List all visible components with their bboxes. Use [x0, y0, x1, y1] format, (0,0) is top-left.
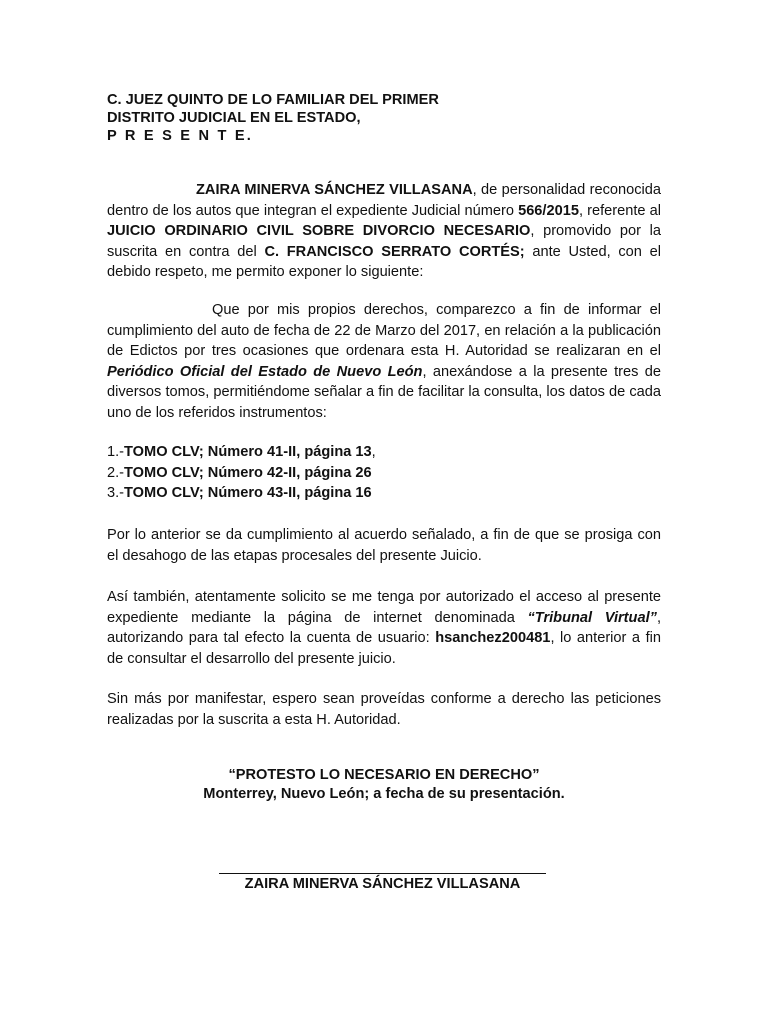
- intro-text-2: , referente al: [578, 202, 661, 219]
- list-item: [107, 442, 376, 463]
- tribunal-virtual-name: “Tribunal Virtual”: [527, 609, 657, 626]
- case-number: 566/2015: [518, 202, 579, 219]
- intro-text-1: , de personalidad reconocida dentro de los autos que integran el expediente Judicial número: [107, 182, 661, 219]
- compliance-text-2: , anexándose a la presente tres de diversos tomos, permitiéndome señalar a fin de facilitar la consulta, los datos de cada uno de los referidos instrumentos:: [107, 363, 661, 421]
- list-item-prefix: 1.-: [107, 444, 125, 460]
- access-request-paragraph: [107, 587, 661, 669]
- defendant-name: C. FRANCISCO SERRATO CORTÉS;: [264, 243, 525, 260]
- list-item-suffix: ,: [371, 444, 376, 460]
- access-text-2: , autorizando para tal efecto la cuenta de usuario:: [107, 609, 661, 646]
- publication-name: Periódico Oficial del Estado de Nuevo León: [107, 363, 423, 380]
- signature-line: [219, 873, 546, 874]
- addressee-line-1: C. JUEZ QUINTO DE LO FAMILIAR DEL PRIMER: [107, 92, 439, 108]
- list-item: [107, 463, 376, 484]
- access-text-1: Así también, atentamente solicito se me tenga por autorizado el acceso al presente expediente mediante la página de internet denominada: [107, 589, 661, 626]
- place-date-line: Monterrey, Nuevo León; a fecha de su presentación.: [203, 786, 565, 802]
- final-paragraph: Sin más por manifestar, espero sean proveídas conforme a derecho las peticiones realizadas por la suscrita a esta H. Autoridad.: [107, 691, 661, 728]
- list-item-label: TOMO CLV; Número 42-II, página 26: [124, 464, 372, 481]
- username: hsanchez200481: [435, 630, 551, 646]
- list-item-label: TOMO CLV; Número 41-II, página 13: [124, 444, 372, 460]
- compliance-text-1: Que por mis propios derechos, comparezco a fin de informar el cumplimiento del auto de fecha de 22 de Marzo del 2017, en relación a la publicación de Edictos por tres ocasiones que ordenara esta H. Autoridad se realizaran en el: [107, 302, 661, 359]
- addressee-line-3: P R E S E N T E.: [107, 128, 254, 144]
- closing-block: [107, 766, 661, 804]
- case-type: JUICIO ORDINARIO CIVIL SOBRE DIVORCIO NECESARIO: [107, 223, 531, 239]
- access-text-3: , lo anterior a fin de consultar el desarrollo del presente juicio.: [107, 630, 661, 667]
- protest-line: “PROTESTO LO NECESARIO EN DERECHO”: [228, 767, 540, 783]
- intro-paragraph: [107, 180, 661, 283]
- list-item-label: TOMO CLV; Número 43-II, página 16: [124, 485, 372, 501]
- volume-list: [107, 442, 376, 504]
- addressee-block: [107, 91, 667, 145]
- addressee-line-2: DISTRITO JUDICIAL EN EL ESTADO,: [107, 110, 361, 126]
- signatory-name: ZAIRA MINERVA SÁNCHEZ VILLASANA: [244, 876, 521, 892]
- petitioner-name: ZAIRA MINERVA SÁNCHEZ VILLASANA: [196, 182, 473, 198]
- list-item-prefix: 2.-: [107, 464, 125, 481]
- list-item-prefix: 3.-: [107, 485, 125, 501]
- list-item: [107, 483, 376, 504]
- compliance-paragraph: [107, 300, 661, 423]
- conclusion-paragraph: Por lo anterior se da cumplimiento al acuerdo señalado, a fin de que se prosiga con el desahogo de las etapas procesales del presente Juicio.: [107, 527, 661, 564]
- intro-text-3: , promovido por la suscrita en contra del: [107, 223, 662, 260]
- intro-text-4: ante Usted, con el debido respeto, me permito exponer lo siguiente:: [107, 243, 661, 280]
